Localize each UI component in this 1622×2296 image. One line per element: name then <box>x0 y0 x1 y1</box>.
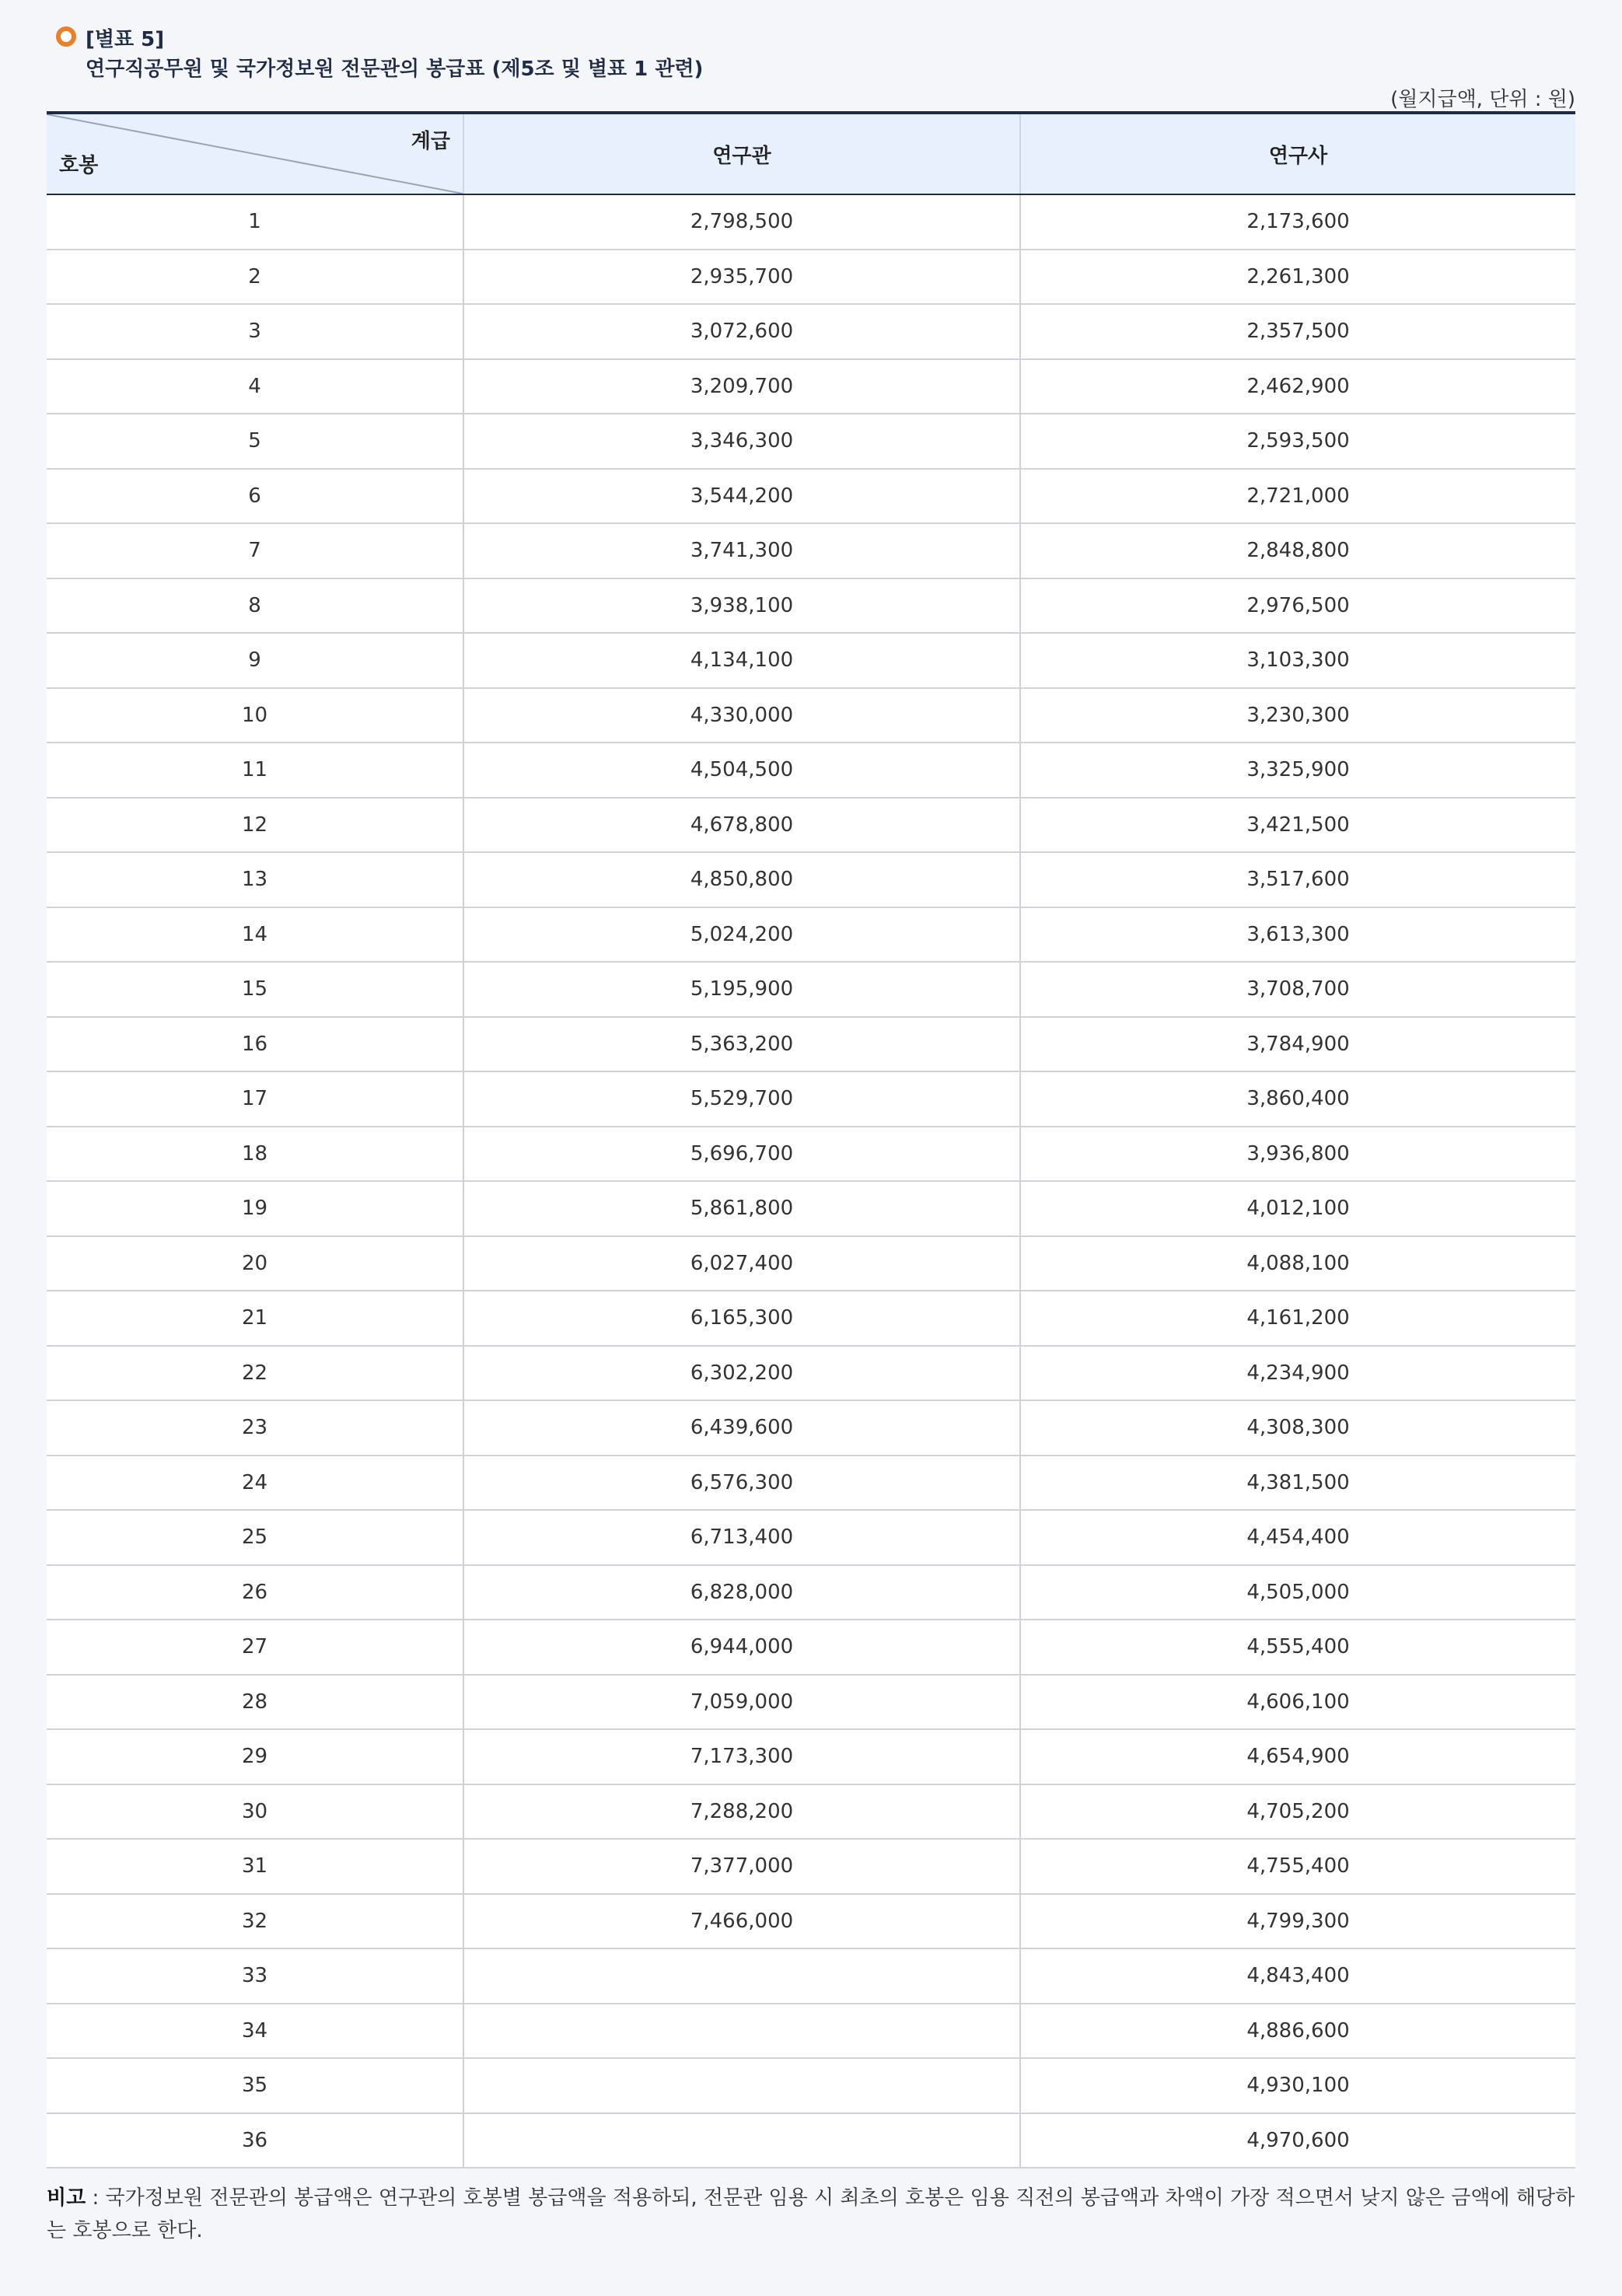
senior-researcher-pay-cell <box>463 1948 1020 2004</box>
senior-researcher-pay-cell: 3,346,300 <box>463 414 1020 469</box>
researcher-pay-cell: 4,755,400 <box>1020 1839 1575 1894</box>
step-cell: 12 <box>47 798 463 853</box>
senior-researcher-pay-cell: 3,938,100 <box>463 578 1020 634</box>
table-row <box>47 1729 1575 1784</box>
table-row <box>47 1181 1575 1236</box>
senior-researcher-pay-cell: 5,195,900 <box>463 962 1020 1017</box>
senior-researcher-pay-cell: 6,828,000 <box>463 1565 1020 1620</box>
step-cell: 35 <box>47 2058 463 2113</box>
researcher-pay-cell: 2,848,800 <box>1020 523 1575 578</box>
table-row <box>47 1510 1575 1565</box>
table-row <box>47 1948 1575 2004</box>
senior-researcher-pay-cell: 4,134,100 <box>463 633 1020 688</box>
senior-researcher-pay-cell: 5,529,700 <box>463 1071 1020 1127</box>
step-cell: 36 <box>47 2113 463 2168</box>
researcher-pay-cell: 4,381,500 <box>1020 1456 1575 1511</box>
senior-researcher-pay-cell: 7,377,000 <box>463 1839 1020 1894</box>
table-row <box>47 2113 1575 2168</box>
senior-researcher-pay-cell: 4,504,500 <box>463 743 1020 798</box>
circle-bullet-icon <box>56 26 76 47</box>
table-row <box>47 743 1575 798</box>
step-cell: 7 <box>47 523 463 578</box>
senior-researcher-pay-cell: 7,173,300 <box>463 1729 1020 1784</box>
step-cell: 14 <box>47 907 463 963</box>
step-header-label: 호봉 <box>59 154 99 177</box>
researcher-pay-cell: 4,886,600 <box>1020 2004 1575 2059</box>
senior-researcher-pay-cell: 6,027,400 <box>463 1236 1020 1291</box>
senior-researcher-pay-cell: 5,861,800 <box>463 1181 1020 1236</box>
remark-label: 비고 <box>47 2186 86 2210</box>
step-cell: 27 <box>47 1620 463 1675</box>
remark-note <box>47 2182 1575 2247</box>
step-cell: 10 <box>47 688 463 743</box>
step-cell: 3 <box>47 304 463 359</box>
table-row <box>47 1071 1575 1127</box>
step-cell: 4 <box>47 359 463 414</box>
researcher-pay-cell: 3,936,800 <box>1020 1127 1575 1182</box>
salary-table <box>47 111 1575 2168</box>
table-row <box>47 2058 1575 2113</box>
step-cell: 11 <box>47 743 463 798</box>
senior-researcher-pay-cell: 6,165,300 <box>463 1291 1020 1346</box>
step-cell: 15 <box>47 962 463 1017</box>
researcher-pay-cell: 4,843,400 <box>1020 1948 1575 2004</box>
senior-researcher-pay-cell: 2,798,500 <box>463 194 1020 250</box>
table-title: 연구직공무원 및 국가정보원 전문관의 봉급표 (제5조 및 별표 1 관련) <box>86 58 704 81</box>
researcher-pay-cell: 3,325,900 <box>1020 743 1575 798</box>
step-cell: 26 <box>47 1565 463 1620</box>
senior-researcher-pay-cell: 7,466,000 <box>463 1894 1020 1949</box>
researcher-pay-cell: 4,606,100 <box>1020 1675 1575 1730</box>
researcher-pay-cell: 3,613,300 <box>1020 907 1575 963</box>
diagonal-line <box>47 114 463 194</box>
step-cell: 2 <box>47 250 463 305</box>
senior-researcher-pay-cell <box>463 2004 1020 2059</box>
step-cell: 22 <box>47 1346 463 1401</box>
step-cell: 19 <box>47 1181 463 1236</box>
senior-researcher-pay-cell: 4,330,000 <box>463 688 1020 743</box>
table-row <box>47 852 1575 907</box>
senior-researcher-pay-cell: 3,209,700 <box>463 359 1020 414</box>
researcher-pay-cell: 4,308,300 <box>1020 1400 1575 1456</box>
step-cell: 13 <box>47 852 463 907</box>
table-row <box>47 907 1575 963</box>
step-cell: 20 <box>47 1236 463 1291</box>
table-row <box>47 1894 1575 1949</box>
senior-researcher-pay-cell: 4,850,800 <box>463 852 1020 907</box>
table-row <box>47 1839 1575 1894</box>
table-row <box>47 1291 1575 1346</box>
senior-researcher-pay-cell <box>463 2058 1020 2113</box>
senior-researcher-pay-cell <box>463 2113 1020 2168</box>
diagonal-header-cell <box>47 113 463 194</box>
grade-header-label: 계급 <box>411 130 450 153</box>
senior-researcher-pay-cell: 6,713,400 <box>463 1510 1020 1565</box>
step-cell: 17 <box>47 1071 463 1127</box>
senior-researcher-pay-cell: 3,544,200 <box>463 469 1020 524</box>
senior-researcher-pay-cell: 6,944,000 <box>463 1620 1020 1675</box>
researcher-pay-cell: 4,012,100 <box>1020 1181 1575 1236</box>
table-row <box>47 250 1575 305</box>
senior-researcher-pay-cell: 3,072,600 <box>463 304 1020 359</box>
researcher-pay-cell: 4,799,300 <box>1020 1894 1575 1949</box>
researcher-pay-cell: 3,103,300 <box>1020 633 1575 688</box>
table-row <box>47 798 1575 853</box>
step-cell: 28 <box>47 1675 463 1730</box>
step-cell: 34 <box>47 2004 463 2059</box>
researcher-pay-cell: 2,357,500 <box>1020 304 1575 359</box>
step-cell: 9 <box>47 633 463 688</box>
step-cell: 24 <box>47 1456 463 1511</box>
researcher-pay-cell: 2,261,300 <box>1020 250 1575 305</box>
step-cell: 29 <box>47 1729 463 1784</box>
remark-text: : 국가정보원 전문관의 봉급액은 연구관의 호봉별 봉급액을 적용하되, 전문관 임용 시 최초의 호봉은 임용 직전의 봉급액과 차액이 가장 적으면서 낮지 않은 금액에 해당하는 호봉으로 한다. <box>47 2186 1575 2242</box>
researcher-pay-cell: 4,234,900 <box>1020 1346 1575 1401</box>
unit-note: (월지급액, 단위 : 원) <box>1390 88 1575 111</box>
table-row <box>47 962 1575 1017</box>
researcher-pay-cell: 4,454,400 <box>1020 1510 1575 1565</box>
table-row <box>47 1456 1575 1511</box>
researcher-pay-cell: 4,505,000 <box>1020 1565 1575 1620</box>
table-row <box>47 304 1575 359</box>
senior-researcher-pay-cell: 4,678,800 <box>463 798 1020 853</box>
step-cell: 16 <box>47 1017 463 1072</box>
table-row <box>47 1400 1575 1456</box>
step-cell: 8 <box>47 578 463 634</box>
table-row <box>47 359 1575 414</box>
table-row <box>47 469 1575 524</box>
table-header-row <box>47 113 1575 194</box>
researcher-pay-cell: 3,708,700 <box>1020 962 1575 1017</box>
senior-researcher-pay-cell: 6,302,200 <box>463 1346 1020 1401</box>
step-cell: 25 <box>47 1510 463 1565</box>
researcher-pay-cell: 4,930,100 <box>1020 2058 1575 2113</box>
researcher-pay-cell: 3,517,600 <box>1020 852 1575 907</box>
senior-researcher-pay-cell: 5,024,200 <box>463 907 1020 963</box>
researcher-senior-header: 연구관 <box>463 113 1020 194</box>
researcher-pay-cell: 2,593,500 <box>1020 414 1575 469</box>
step-cell: 31 <box>47 1839 463 1894</box>
researcher-pay-cell: 3,860,400 <box>1020 1071 1575 1127</box>
table-row <box>47 1620 1575 1675</box>
table-row <box>47 1565 1575 1620</box>
researcher-pay-cell: 3,784,900 <box>1020 1017 1575 1072</box>
table-row <box>47 1127 1575 1182</box>
senior-researcher-pay-cell: 5,363,200 <box>463 1017 1020 1072</box>
table-body <box>47 194 1575 2168</box>
table-row <box>47 523 1575 578</box>
researcher-header: 연구사 <box>1020 113 1575 194</box>
table-row <box>47 688 1575 743</box>
table-row <box>47 578 1575 634</box>
researcher-pay-cell: 2,462,900 <box>1020 359 1575 414</box>
table-row <box>47 194 1575 250</box>
senior-researcher-pay-cell: 7,288,200 <box>463 1784 1020 1840</box>
researcher-pay-cell: 2,721,000 <box>1020 469 1575 524</box>
researcher-pay-cell: 3,421,500 <box>1020 798 1575 853</box>
researcher-pay-cell: 4,654,900 <box>1020 1729 1575 1784</box>
table-row <box>47 2004 1575 2059</box>
step-cell: 33 <box>47 1948 463 2004</box>
senior-researcher-pay-cell: 3,741,300 <box>463 523 1020 578</box>
step-cell: 6 <box>47 469 463 524</box>
researcher-pay-cell: 4,161,200 <box>1020 1291 1575 1346</box>
table-row <box>47 1346 1575 1401</box>
step-cell: 30 <box>47 1784 463 1840</box>
researcher-pay-cell: 4,555,400 <box>1020 1620 1575 1675</box>
step-cell: 23 <box>47 1400 463 1456</box>
step-cell: 18 <box>47 1127 463 1182</box>
researcher-pay-cell: 3,230,300 <box>1020 688 1575 743</box>
researcher-pay-cell: 4,705,200 <box>1020 1784 1575 1840</box>
senior-researcher-pay-cell: 6,439,600 <box>463 1400 1020 1456</box>
table-row <box>47 1784 1575 1840</box>
senior-researcher-pay-cell: 6,576,300 <box>463 1456 1020 1511</box>
table-row <box>47 1236 1575 1291</box>
table-row <box>47 633 1575 688</box>
appendix-label: [별표 5] <box>86 28 165 51</box>
researcher-pay-cell: 2,173,600 <box>1020 194 1575 250</box>
senior-researcher-pay-cell: 5,696,700 <box>463 1127 1020 1182</box>
senior-researcher-pay-cell: 2,935,700 <box>463 250 1020 305</box>
researcher-pay-cell: 4,088,100 <box>1020 1236 1575 1291</box>
step-cell: 5 <box>47 414 463 469</box>
table-row <box>47 1675 1575 1730</box>
senior-researcher-pay-cell: 7,059,000 <box>463 1675 1020 1730</box>
table-row <box>47 1017 1575 1072</box>
step-cell: 21 <box>47 1291 463 1346</box>
table-row <box>47 414 1575 469</box>
researcher-pay-cell: 4,970,600 <box>1020 2113 1575 2168</box>
step-cell: 32 <box>47 1894 463 1949</box>
researcher-pay-cell: 2,976,500 <box>1020 578 1575 634</box>
step-cell: 1 <box>47 194 463 250</box>
